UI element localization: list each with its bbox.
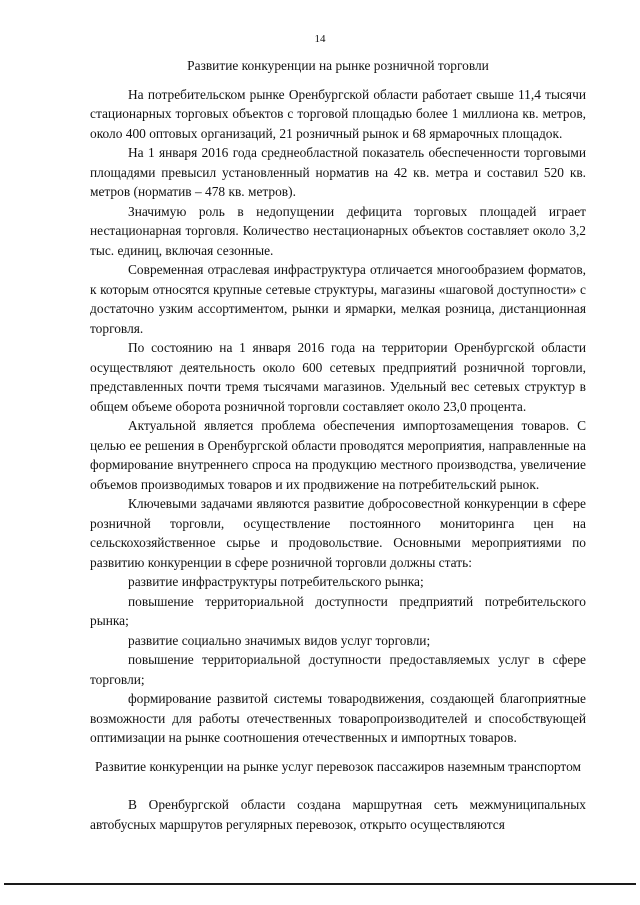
paragraph: На потребительском рынке Оренбургской области работает свыше 11,4 тысячи стационарных торговых объектов с торговой площадью более 1 миллиона кв. метров, около 400 оптовых организаций, 21 розничный рынок и 68 ярмарочных площадок. [90,86,586,141]
paragraph: В Оренбургской области создана маршрутная сеть межмуниципальных автобусных маршрутов регулярных перевозок, открыто осуществляются [90,797,586,832]
list-item: развитие социально значимых видов услуг торговли; [128,632,431,648]
list-item: развитие инфраструктуры потребительского рынка; [128,574,424,589]
paragraph: Ключевыми задачами являются развитие добросовестной конкуренции в сфере розничной торговли, осуществление постоянного мониторинга цен на сельскохозяйственное сырье и продовольствие. Основными мероприятиями по развитию конкуренции в сфере розничной торговли должны стать: [90,496,586,570]
list-item: формирование развитой системы товародвижения, создающей благоприятные возможности для работы отечественных товаропроизводителей и способствующей оптимизации на рынке соотношения отечественных и импортных товаров. [90,691,586,745]
bottom-divider [4,883,636,885]
paragraph: Современная отраслевая инфраструктура отличается многообразием форматов, к которым относятся крупные сетевые структуры, магазины «шаговой доступности» с достаточно узким ассортиментом, рынки и ярмарки, мелкая розница, дистанционная торговля. [90,262,586,336]
section-heading-passenger-transport: Развитие конкуренции на рынке услуг перевозок пассажиров наземным транспортом [94,758,581,774]
paragraph: Значимую роль в недопущении дефицита торговых площадей играет нестационарная торговля. Количество нестационарных объектов составляет около 3,2 тыс. единиц, включая сезонные. [90,203,586,258]
paragraph: На 1 января 2016 года среднеобластной показатель обеспеченности торговыми площадями превысил установленный норматив на 42 кв. метра и составил 520 кв. метров (норматив – 478 кв. метров). [90,145,586,199]
section-heading-retail: Развитие конкуренции на рынке розничной торговли [187,58,489,73]
paragraph: По состоянию на 1 января 2016 года на территории Оренбургской области осуществляют деятельность около 600 сетевых предприятий розничной торговли, представленных почти тремя тысячами магазинов. Удельный вес сетевых структур в общем объеме оборота розничной торговли составляет около 23,0 процента. [90,340,586,414]
paragraph: Актуальной является проблема обеспечения импортозамещения товаров. С целью ее решения в Оренбургской области проводятся мероприятия, направленные на формирование внутреннего спроса на продукцию местного производства, увеличение объемов производимых товаров и их продвижение на потребительский рынок. [90,418,586,492]
list-item: повышение территориальной доступности предоставляемых услуг в сфере торговли; [90,652,586,687]
list-item: повышение территориальной доступности предприятий потребительского рынка; [90,593,586,628]
page-number: 14 [314,33,326,45]
document-body [90,56,586,834]
